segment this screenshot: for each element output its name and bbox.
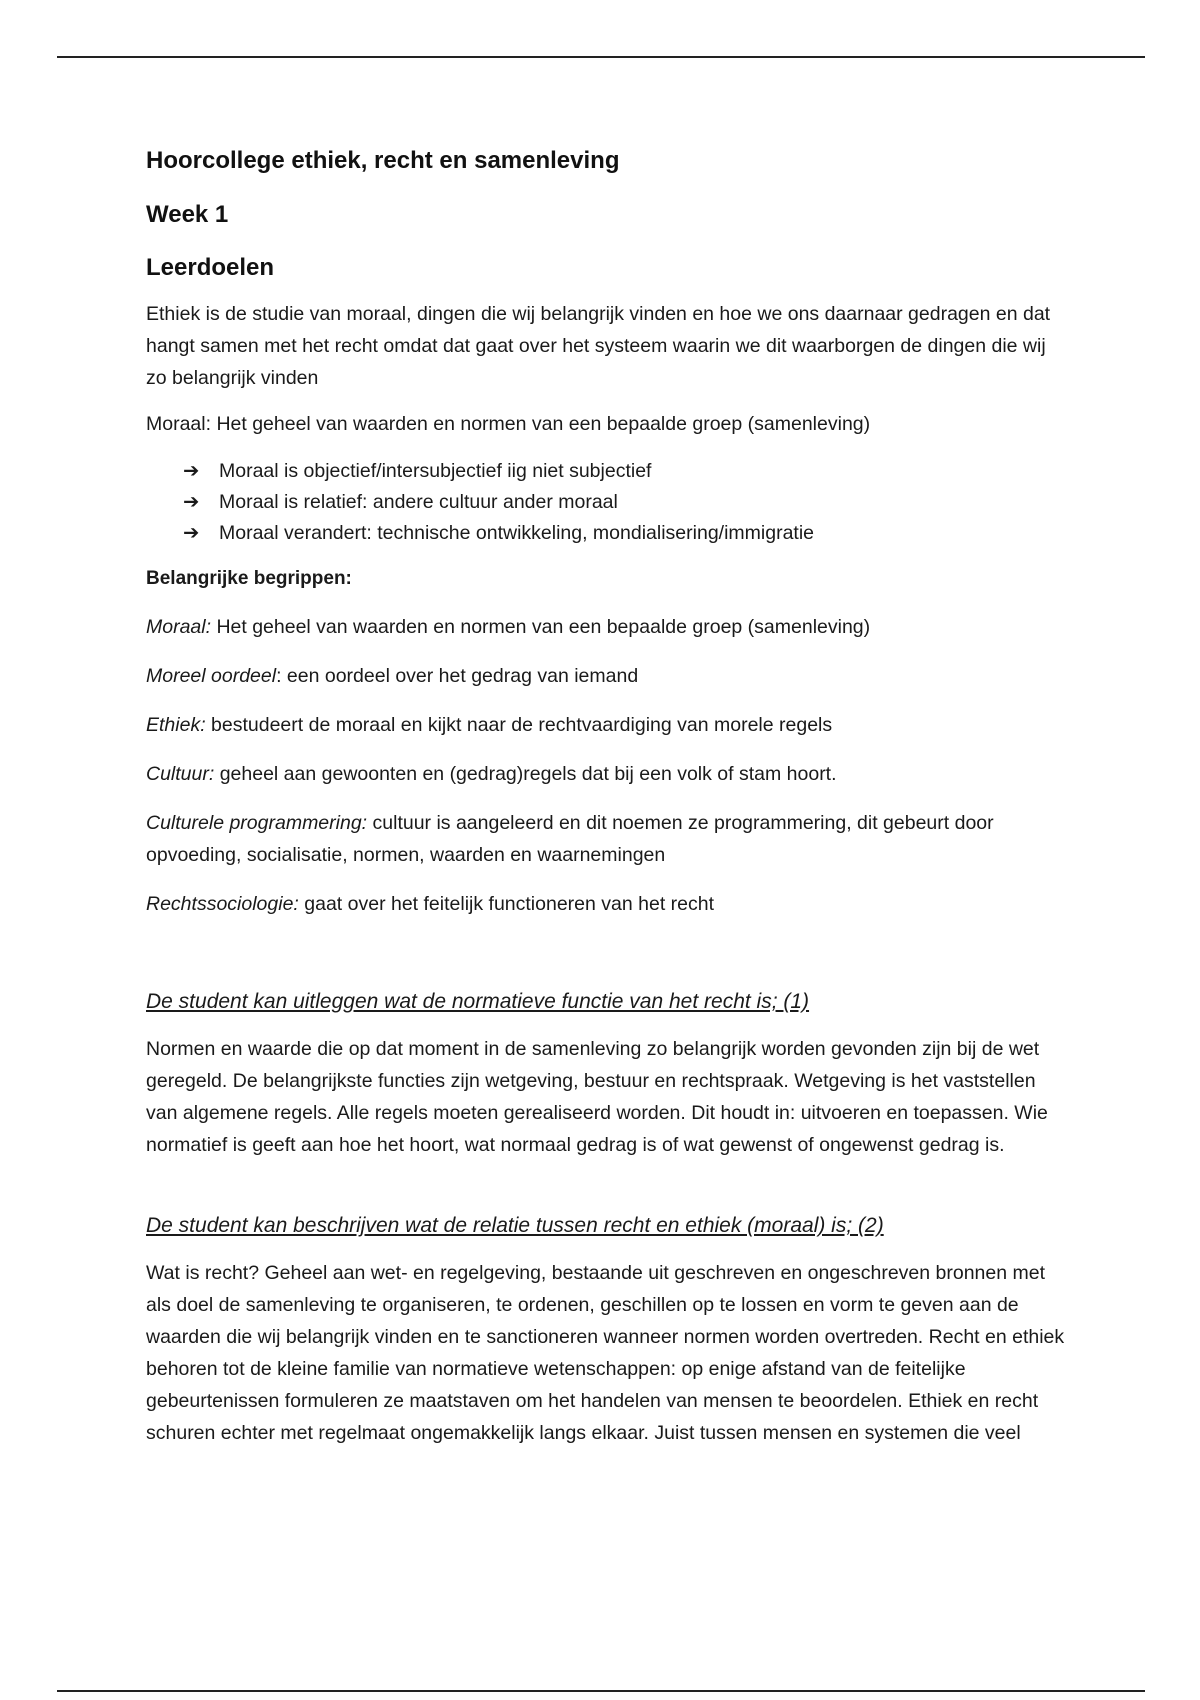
spacer — [146, 1161, 1066, 1211]
concept-definition: bestudeert de moraal en kijkt naar de rechtvaardiging van morele regels — [205, 714, 833, 736]
concept-moreel-oordeel — [146, 660, 1066, 692]
objective-2-heading: De student kan beschrijven wat de relatie tussen recht en ethiek (moraal) is; (2) — [146, 1214, 884, 1237]
concepts-heading: Belangrijke begrippen: — [146, 568, 352, 589]
concept-term: Cultuur: — [146, 763, 215, 785]
header-rule — [57, 56, 1145, 58]
concept-definition: gaat over het feitelijk functioneren van het recht — [298, 893, 715, 915]
concept-term: Ethiek: — [146, 714, 206, 736]
objective-1-heading: De student kan uitleggen wat de normatieve functie van het recht is; (1) — [146, 990, 810, 1013]
concept-culturele-programmering — [146, 807, 1066, 871]
document-title: Hoorcollege ethiek, recht en samenleving — [146, 147, 620, 174]
concept-ethiek — [146, 709, 1066, 741]
concept-definition: cultuur is aangeleerd en dit noemen ze programmering, dit gebeurt door opvoeding, socialisatie, normen, waarden en waarnemingen — [146, 812, 994, 866]
spacer — [146, 937, 1066, 987]
concept-definition: geheel aan gewoonten en (gedrag)regels dat bij een volk of stam hoort. — [214, 763, 837, 785]
concept-cultuur — [146, 758, 1066, 790]
concept-definition: : een oordeel over het gedrag van iemand — [276, 665, 639, 687]
footer-rule — [57, 1690, 1145, 1692]
section-heading: Leerdoelen — [146, 254, 275, 281]
bullet-text: Moraal is objectief/intersubjectief iig niet subjectief — [219, 460, 652, 482]
bullet-text: Moraal verandert: technische ontwikkeling, mondialisering/immigratie — [219, 522, 815, 544]
concept-definition: Het geheel van waarden en normen van een bepaalde groep (samenleving) — [211, 616, 871, 638]
concept-term: Culturele programmering: — [146, 812, 368, 834]
moraal-bullet-list — [146, 456, 1066, 549]
objective-2-paragraph: Wat is recht? Geheel aan wet- en regelgeving, bestaande uit geschreven en ongeschreven bronnen met als doel de samenleving te organiseren, te ordenen, geschillen op te lossen en vorm te geven aan de waarden die wij belangrijk vinden en te sanctioneren wanneer normen worden overtreden. Recht en ethiek behoren tot de kleine familie van normatieve wetenschappen: op enige afstand van de feitelijke gebeurtenissen formuleren ze maatstaven om het handelen van mensen te beoordelen. Ethiek en recht schuren echter met regelmaat ongemakkelijk langs elkaar. Juist tussen mensen en systemen die veel — [146, 1262, 1065, 1444]
concept-term: Rechtssociologie: — [146, 893, 299, 915]
bullet-item — [183, 487, 1066, 518]
objective-1-paragraph: Normen en waarde die op dat moment in de samenleving zo belangrijk worden gevonden zijn bij de wet geregeld. De belangrijkste functies zijn wetgeving, bestuur en rechtspraak. Wetgeving is het vaststellen van algemene regels. Alle regels moeten gerealiseerd worden. Dit houdt in: uitvoeren en toepassen. Wie normatief is geeft aan hoe het hoort, wat normaal gedrag is of wat gewenst of ongewenst gedrag is. — [146, 1038, 1048, 1156]
arrow-right-icon: ➔ — [183, 522, 200, 544]
concept-term: Moraal: — [146, 616, 212, 638]
moraal-definition: Moraal: Het geheel van waarden en normen van een bepaalde groep (samenleving) — [146, 413, 871, 435]
document-page — [146, 146, 1066, 1449]
bullet-item — [183, 518, 1066, 549]
arrow-right-icon: ➔ — [183, 491, 200, 513]
week-heading: Week 1 — [146, 201, 229, 228]
bullet-item — [183, 456, 1066, 487]
arrow-right-icon: ➔ — [183, 460, 200, 482]
concept-moraal — [146, 611, 1066, 643]
concept-rechtssociologie — [146, 888, 1066, 920]
bullet-text: Moraal is relatief: andere cultuur ander moraal — [219, 491, 618, 513]
concept-term: Moreel oordeel — [146, 665, 277, 687]
intro-paragraph: Ethiek is de studie van moraal, dingen die wij belangrijk vinden en hoe we ons daarnaar gedragen en dat hangt samen met het recht omdat dat gaat over het systeem waarin we dit waarborgen de dingen die wij zo belangrijk vinden — [146, 303, 1051, 389]
